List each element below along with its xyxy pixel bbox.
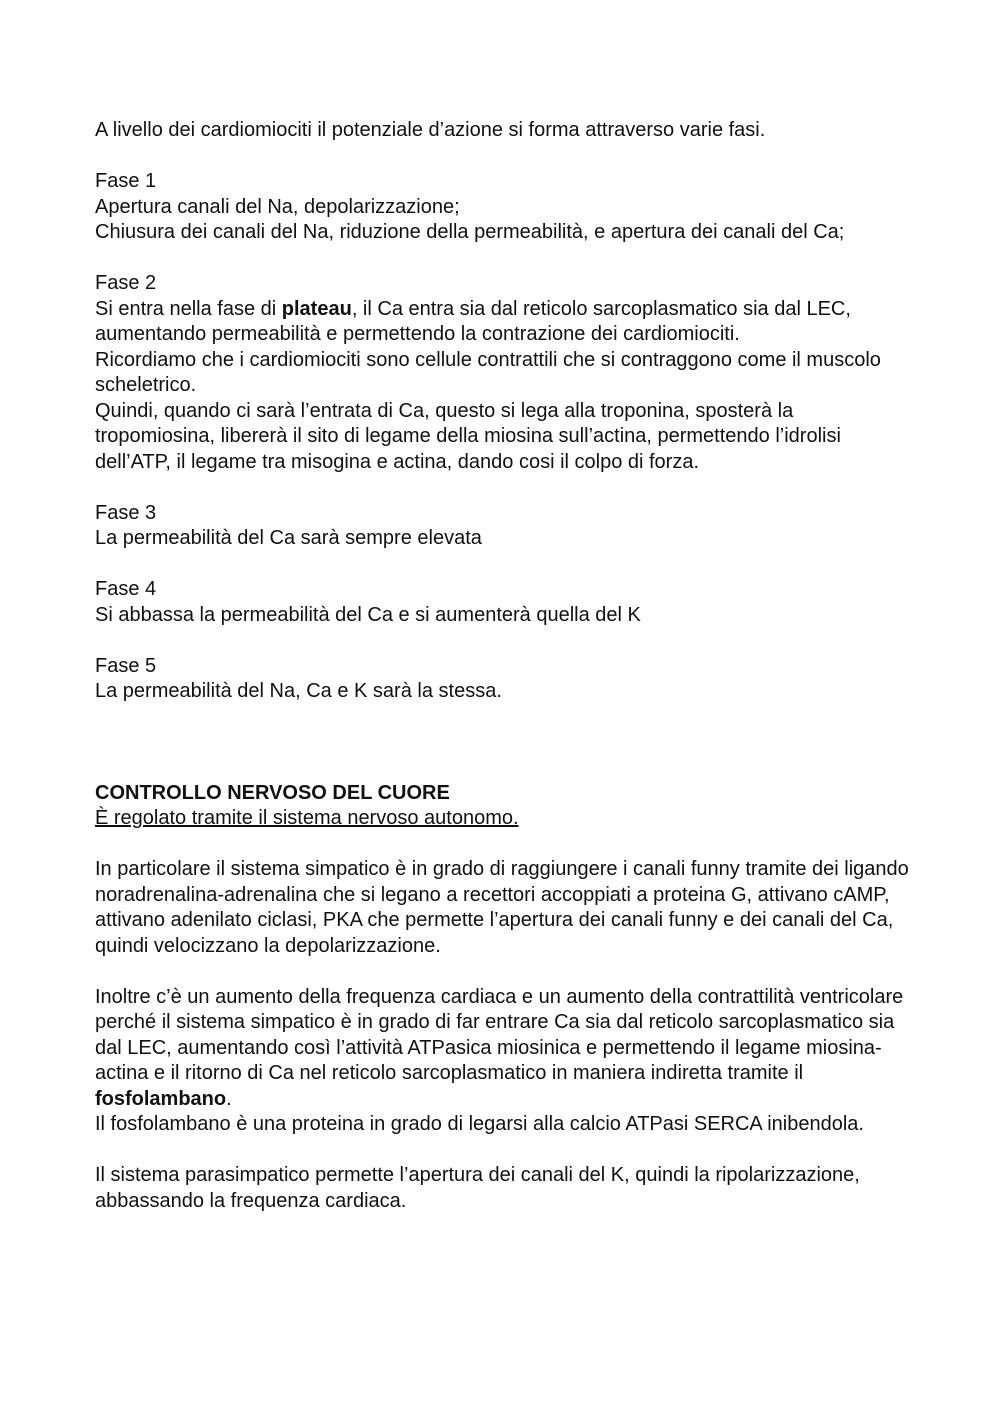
parasimpatico-paragraph: Il sistema parasimpatico permette l’apertura dei canali del K, quindi la ripolarizzazione, abbassando la frequenza cardiaca.	[95, 1164, 860, 1212]
fase1-line1: Apertura canali del Na, depolarizzazione;	[95, 195, 460, 218]
section-heading: CONTROLLO NERVOSO DEL CUORE	[95, 781, 450, 804]
fase2-title: Fase 2	[95, 272, 157, 294]
fase3-text: La permeabilità del Ca sarà sempre elevata	[95, 527, 482, 549]
intro-paragraph: A livello dei cardiomiociti il potenziale d’azione si forma attraverso varie fasi.	[95, 119, 766, 141]
fase2-paragraph2: Ricordiamo che i cardiomiociti sono cellule contrattili che si contraggono come il muscolo scheletrico.	[95, 348, 881, 396]
fase3-title: Fase 3	[95, 501, 157, 524]
fase2-p1-text-before: Si entra nella fase di	[95, 297, 282, 320]
fase2-paragraph1	[95, 297, 915, 348]
fase4-text: Si abbassa la permeabilità del Ca e si aumenterà quella del K	[95, 603, 641, 626]
fosfolambano-paragraph: Il fosfolambano è una proteina in grado di legarsi alla calcio ATPasi SERCA inibendola.	[95, 1113, 864, 1135]
contrattilita-paragraph	[95, 985, 915, 1113]
simpatico-paragraph: In particolare il sistema simpatico è in grado di raggiungere i canali funny tramite dei ligando noradrenalina-adrenalina che si legano a recettori accoppiati a proteina G, attivano cAMP, attivano adenilato ciclasi, PKA che permette l’apertura dei canali funny e dei canali del Ca, quindi velocizzano la depolarizzazione.	[95, 858, 909, 957]
fase2-paragraph3: Quindi, quando ci sarà l’entrata di Ca, questo si lega alla troponina, sposterà la tropomiosina, libererà il sito di legame della miosina sull’actina, permettendo l’idrolisi dell’ATP, il legame tra misogina e actina, dando cosi il colpo di forza.	[95, 399, 841, 473]
fase1-title: Fase 1	[95, 170, 157, 192]
section-subheading: È regolato tramite il sistema nervoso autonomo.	[95, 807, 519, 829]
fase5-text: La permeabilità del Na, Ca e K sarà la stessa.	[95, 680, 502, 702]
fase4-title: Fase 4	[95, 578, 157, 600]
contrattilita-text-before: Inoltre c’è un aumento della frequenza cardiaca e un aumento della contrattilità ventricolare perché il sistema simpatico è in grado di far entrare Ca sia dal reticolo sarcoplasmatico sia dal LEC, aumentando così l’attività ATPasica miosinica e permettendo il legame miosina-actina e il ritorno di Ca nel reticolo sarcoplasmatico in maniera indiretta tramite il	[95, 985, 904, 1084]
plateau-term: plateau	[281, 297, 352, 320]
fase2-p1-text-after: , il Ca entra sia dal reticolo sarcoplasmatico sia dal LEC, aumentando permeabilità e permettendo la contrazione dei cardiomiociti.	[95, 297, 851, 345]
fase1-line2: Chiusura dei canali del Na, riduzione della permeabilità, e apertura dei canali del Ca;	[95, 221, 845, 243]
contrattilita-text-after: .	[226, 1087, 232, 1110]
fosfolambano-term: fosfolambano	[95, 1087, 227, 1110]
fase5-title: Fase 5	[95, 654, 157, 677]
document-page	[95, 118, 915, 1214]
